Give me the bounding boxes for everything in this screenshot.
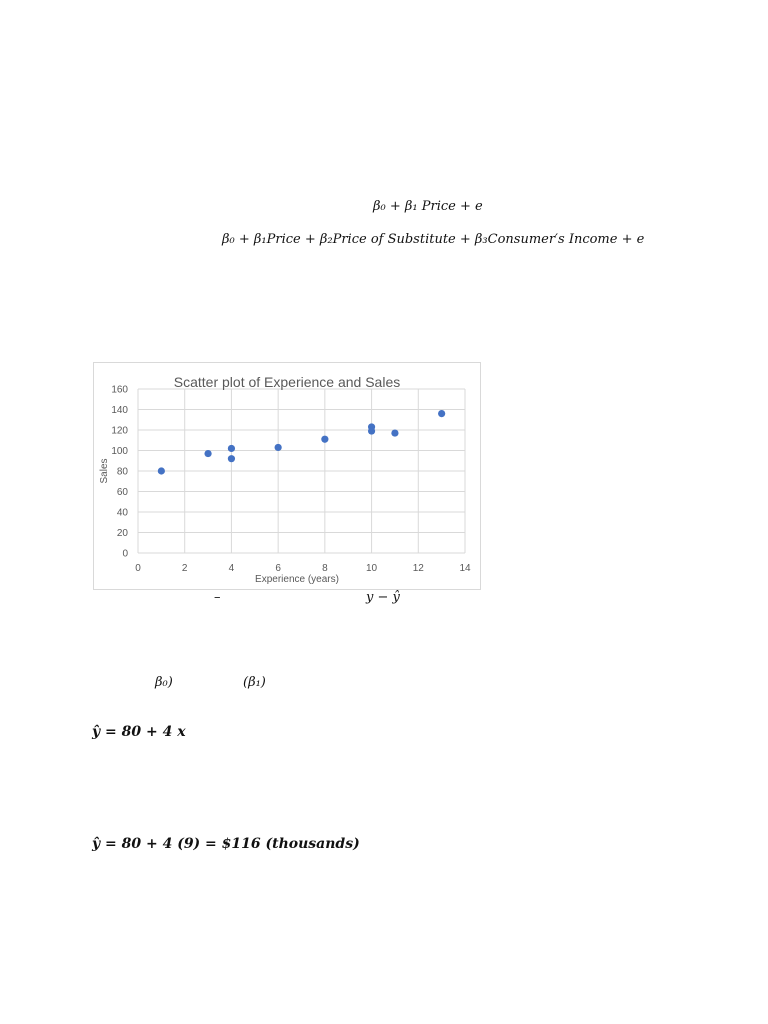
x-tick-label: 12	[412, 563, 424, 574]
y-tick-label: 100	[111, 446, 128, 457]
y-tick-label: 160	[111, 384, 128, 396]
x-axis-title: Experience (years)	[255, 574, 339, 585]
y-axis-title: Sales	[99, 458, 110, 484]
data-point	[158, 467, 165, 474]
x-tick-label: 4	[228, 563, 235, 574]
residual-expression: y − ŷ	[366, 590, 400, 605]
data-point	[391, 429, 398, 436]
intercept-symbol: β₀)	[155, 675, 173, 690]
y-tick-label: 20	[116, 528, 128, 539]
chart-title: Scatter plot of Experience and Sales	[173, 374, 401, 390]
fitted-line-equation: ŷ = 80 + 4 x	[92, 724, 186, 740]
x-tick-label: 14	[459, 563, 471, 574]
y-tick-label: 140	[111, 405, 128, 416]
y-tick-label: 40	[116, 507, 128, 519]
y-tick-label: 60	[116, 487, 128, 498]
data-point	[438, 410, 445, 417]
multiple-regression-equation: β₀ + β₁Price + β₂Price of Substitute + β₃Consumer′s Income + e	[222, 232, 645, 247]
prediction-equation: ŷ = 80 + 4 (9) = $116 (thousands)	[92, 836, 360, 852]
y-tick-label: 0	[122, 548, 128, 560]
chart-grid	[138, 389, 465, 553]
simple-regression-equation: β₀ + β₁ Price + e	[373, 199, 483, 214]
slope-symbol: (β₁)	[243, 675, 266, 690]
data-point	[228, 455, 235, 462]
data-point	[368, 427, 375, 434]
scatter-chart-svg	[94, 363, 480, 589]
x-tick-label: 10	[366, 563, 378, 574]
scatter-chart	[93, 362, 481, 590]
data-point	[275, 444, 282, 451]
x-tick-label: 8	[322, 563, 328, 574]
x-tick-label: 0	[135, 563, 141, 574]
chart-ticks	[111, 385, 471, 575]
x-tick-label: 6	[275, 563, 281, 574]
dash-symbol: –	[214, 590, 221, 605]
data-point	[228, 445, 235, 452]
data-point	[321, 436, 328, 443]
chart-points	[158, 410, 445, 475]
y-tick-label: 80	[116, 466, 128, 478]
y-tick-label: 120	[111, 425, 128, 437]
data-point	[204, 450, 211, 457]
x-tick-label: 2	[181, 563, 188, 574]
